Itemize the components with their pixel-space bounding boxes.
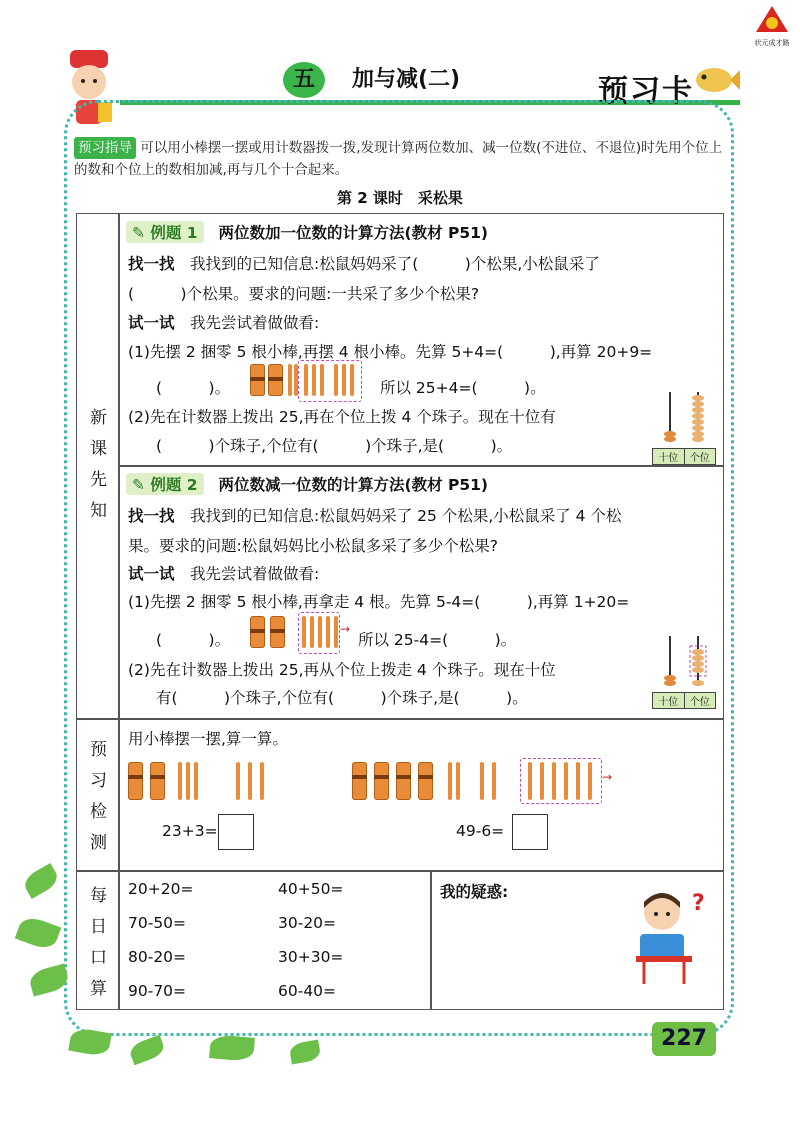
- stick: [248, 762, 252, 800]
- stick-bundle: [268, 364, 283, 396]
- abacus-tens-label: 十位: [653, 693, 685, 708]
- reading-boy-illustration: [630, 884, 714, 992]
- abacus-ones-label: 个位: [685, 693, 716, 708]
- oral-item: 60-40=: [278, 982, 337, 1000]
- publisher-logo: [752, 4, 792, 47]
- abacus-counter: [652, 388, 716, 464]
- equation-1: 23+3=: [162, 822, 218, 840]
- stick: [528, 762, 532, 800]
- example2-header: [126, 473, 488, 495]
- example1-step1-a: (1)先摆 2 捆零 5 根小棒,再摆 4 根小棒。先算 5+4=( ),再算 20+9=: [128, 343, 653, 361]
- stick-bundle: [150, 762, 165, 800]
- abacus-ones-label: 个位: [685, 449, 716, 464]
- leaf-decoration: [288, 1040, 321, 1065]
- answer-box-1[interactable]: [218, 814, 254, 850]
- page-number: 227: [652, 1022, 716, 1056]
- oral-item: 80-20=: [128, 948, 187, 966]
- example2-step1-b: ( )。: [156, 631, 231, 649]
- leaf-decoration: [15, 914, 61, 952]
- stick: [178, 762, 182, 800]
- equation-2: 49-6=: [456, 822, 505, 840]
- stick-bundle: [270, 616, 285, 648]
- unit-title: 加与减(二): [352, 67, 461, 92]
- stick: [492, 762, 496, 800]
- example2-find-line2: 果。要求的问题:松鼠妈妈比小松鼠多采了多少个松果?: [128, 537, 498, 555]
- stick: [288, 364, 292, 396]
- unit-number-badge: 五: [283, 62, 325, 98]
- example2-find-line1: 找一找 我找到的已知信息:松鼠妈妈采了 25 个松果,小松鼠采了 4 个松: [128, 507, 622, 525]
- leaf-decoration: [21, 863, 61, 899]
- stick-bundle: [418, 762, 433, 800]
- stick: [540, 762, 544, 800]
- stick: [448, 762, 452, 800]
- example1-header: [126, 221, 488, 243]
- lesson-title: 第 2 课时 采松果: [337, 189, 463, 207]
- leaf-decoration: [209, 1034, 255, 1062]
- stick-bundle: [352, 762, 367, 800]
- stick: [260, 762, 264, 800]
- stick: [588, 762, 592, 800]
- remove-arrow-icon: →: [340, 622, 351, 636]
- abacus-counter: [652, 632, 716, 708]
- stick: [236, 762, 240, 800]
- stick: [342, 364, 346, 396]
- example1-step1-c: 所以 25+4=( )。: [380, 379, 546, 397]
- stick: [456, 762, 460, 800]
- leaf-decoration: [128, 1035, 167, 1065]
- stick: [320, 364, 324, 396]
- example2-step2-a: (2)先在计数器上拨出 25,再从个位上拨走 4 个珠子。现在十位: [128, 661, 556, 679]
- stick: [186, 762, 190, 800]
- section-label-xinke: 新课先知: [86, 408, 106, 532]
- oral-item: 70-50=: [128, 914, 187, 932]
- guide-label: 预习指导: [74, 137, 136, 159]
- example1-tag: ✎ 例题 1: [126, 221, 204, 243]
- card-title: 预习卡: [598, 74, 694, 109]
- preview-guide: [74, 137, 724, 181]
- check-instruction: 用小棒摆一摆,算一算。: [128, 730, 288, 748]
- example1-find-line2: ( )个松果。要求的问题:一共采了多少个松果?: [128, 285, 480, 303]
- example1-heading: 两位数加一位数的计算方法(教材 P51): [218, 224, 489, 242]
- answer-box-2[interactable]: [512, 814, 548, 850]
- guide-text: 可以用小棒摆一摆或用计数器拨一拨,发现计算两位数加、减一位数(不进位、不退位)时先用个位上的数和个位上的数相加减,再与几个十合起来。: [74, 140, 723, 178]
- stick-bundle: [250, 364, 265, 396]
- oral-item: 30+30=: [278, 948, 344, 966]
- oral-item: 20+20=: [128, 880, 194, 898]
- stick: [326, 616, 330, 648]
- example2-try: 试一试 我先尝试着做做看:: [128, 565, 320, 583]
- stick: [480, 762, 484, 800]
- doubt-label: 我的疑惑:: [440, 883, 509, 901]
- stick: [312, 364, 316, 396]
- stick: [304, 364, 308, 396]
- section-label-yuxi: 预习检测: [86, 740, 106, 864]
- stick: [334, 616, 338, 648]
- oral-item: 30-20=: [278, 914, 337, 932]
- example1-try: 试一试 我先尝试着做做看:: [128, 314, 320, 332]
- stick-bundle: [374, 762, 389, 800]
- stick-bundle: [250, 616, 265, 648]
- stick-bundle: [396, 762, 411, 800]
- stick-bundle: [128, 762, 143, 800]
- example1-find-line1: 找一找 我找到的已知信息:松鼠妈妈采了( )个松果,小松鼠采了: [128, 255, 600, 273]
- example1-step1-b: ( )。: [156, 379, 231, 397]
- remove-arrow-icon: →: [602, 770, 613, 784]
- stick: [318, 616, 322, 648]
- example1-step2-b: ( )个珠子,个位有( )个珠子,是( )。: [156, 437, 513, 455]
- stick: [302, 616, 306, 648]
- stick: [310, 616, 314, 648]
- example2-step1-c: 所以 25-4=( )。: [358, 631, 517, 649]
- stick: [194, 762, 198, 800]
- stick: [576, 762, 580, 800]
- example1-step2-a: (2)先在计数器上拨出 25,再在个位上拨 4 个珠子。现在十位有: [128, 408, 556, 426]
- stick: [552, 762, 556, 800]
- svg-text:?: ?: [692, 891, 705, 916]
- logo-text: 状元成才路: [754, 39, 790, 47]
- stick: [334, 364, 338, 396]
- fish-illustration: [690, 54, 740, 106]
- example2-step2-b: 有( )个珠子,个位有( )个珠子,是( )。: [156, 689, 528, 707]
- example2-heading: 两位数减一位数的计算方法(教材 P51): [218, 476, 489, 494]
- oral-item: 40+50=: [278, 880, 344, 898]
- abacus-tens-label: 十位: [653, 449, 685, 464]
- example2-step1-a: (1)先摆 2 捆零 5 根小棒,再拿走 4 根。先算 5-4=( ),再算 1+20=: [128, 593, 630, 611]
- section-label-meiri: 每日口算: [86, 886, 106, 1010]
- stick: [350, 364, 354, 396]
- oral-item: 90-70=: [128, 982, 187, 1000]
- stick: [564, 762, 568, 800]
- example2-tag: ✎ 例题 2: [126, 473, 204, 495]
